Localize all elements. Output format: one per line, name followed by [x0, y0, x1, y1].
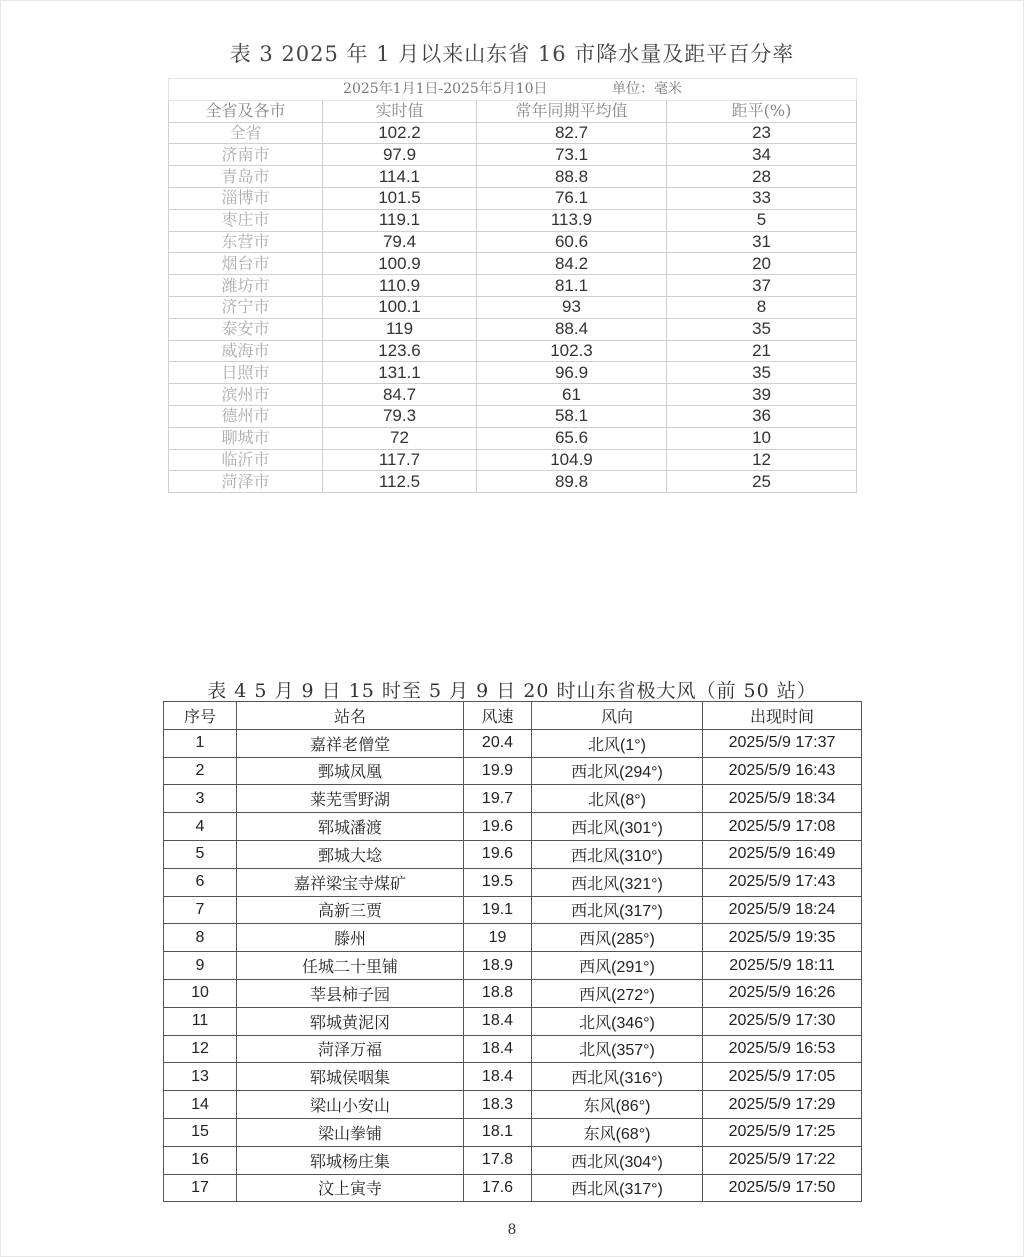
- station-cell: 郓城黄泥冈: [237, 1007, 464, 1035]
- time-cell: 2025/5/9 19:35: [703, 924, 862, 952]
- value-cell: 39: [667, 384, 857, 406]
- rank-cell: 3: [164, 785, 237, 813]
- direction-cell: 北风(346°): [532, 1007, 703, 1035]
- value-cell: 36: [667, 405, 857, 427]
- value-cell: 119.1: [323, 209, 477, 231]
- region-name-cell: 威海市: [169, 340, 323, 362]
- direction-cell: 西北风(301°): [532, 813, 703, 841]
- table-row: [169, 122, 857, 144]
- time-cell: 2025/5/9 18:24: [703, 896, 862, 924]
- station-cell: 莱芜雪野湖: [237, 785, 464, 813]
- direction-cell: 北风(8°): [532, 785, 703, 813]
- value-cell: 123.6: [323, 340, 477, 362]
- time-cell: 2025/5/9 17:43: [703, 868, 862, 896]
- station-cell: 菏泽万福: [237, 1035, 464, 1063]
- speed-cell: 19: [464, 924, 532, 952]
- time-cell: 2025/5/9 17:22: [703, 1146, 862, 1174]
- direction-cell: 北风(1°): [532, 729, 703, 757]
- value-cell: 117.7: [323, 449, 477, 471]
- rank-cell: 1: [164, 729, 237, 757]
- direction-cell: 西北风(316°): [532, 1063, 703, 1091]
- rank-cell: 14: [164, 1091, 237, 1119]
- speed-cell: 18.8: [464, 979, 532, 1007]
- value-cell: 112.5: [323, 471, 477, 493]
- direction-cell: 西风(285°): [532, 924, 703, 952]
- speed-cell: 17.6: [464, 1174, 532, 1202]
- table-row: [169, 144, 857, 166]
- value-cell: 101.5: [323, 187, 477, 209]
- table-row: [169, 275, 857, 297]
- value-cell: 84.2: [477, 253, 667, 275]
- table-row: [169, 362, 857, 384]
- speed-cell: 18.9: [464, 952, 532, 980]
- direction-cell: 西北风(321°): [532, 868, 703, 896]
- rank-cell: 12: [164, 1035, 237, 1063]
- table-row: [164, 1174, 862, 1202]
- speed-cell: 18.1: [464, 1118, 532, 1146]
- direction-cell: 西北风(317°): [532, 896, 703, 924]
- station-cell: 莘县柿子园: [237, 979, 464, 1007]
- station-cell: 嘉祥老僧堂: [237, 729, 464, 757]
- value-cell: 76.1: [477, 187, 667, 209]
- table-row: [164, 979, 862, 1007]
- value-cell: 102.3: [477, 340, 667, 362]
- speed-cell: 18.3: [464, 1091, 532, 1119]
- time-cell: 2025/5/9 16:49: [703, 840, 862, 868]
- station-cell: 滕州: [237, 924, 464, 952]
- value-cell: 31: [667, 231, 857, 253]
- rank-cell: 8: [164, 924, 237, 952]
- value-cell: 113.9: [477, 209, 667, 231]
- value-cell: 81.1: [477, 275, 667, 297]
- time-cell: 2025/5/9 17:08: [703, 813, 862, 841]
- value-cell: 114.1: [323, 166, 477, 188]
- station-cell: 郓城侯咽集: [237, 1063, 464, 1091]
- table-row: [164, 896, 862, 924]
- speed-cell: 19.6: [464, 813, 532, 841]
- direction-cell: 西风(272°): [532, 979, 703, 1007]
- value-cell: 97.9: [323, 144, 477, 166]
- value-cell: 10: [667, 427, 857, 449]
- direction-cell: 西北风(294°): [532, 757, 703, 785]
- value-cell: 65.6: [477, 427, 667, 449]
- value-cell: 100.9: [323, 253, 477, 275]
- table3-header-cell: 常年同期平均值: [477, 100, 667, 122]
- table-row: [164, 813, 862, 841]
- value-cell: 84.7: [323, 384, 477, 406]
- region-name-cell: 济南市: [169, 144, 323, 166]
- speed-cell: 18.4: [464, 1007, 532, 1035]
- value-cell: 58.1: [477, 405, 667, 427]
- time-cell: 2025/5/9 17:29: [703, 1091, 862, 1119]
- region-name-cell: 聊城市: [169, 427, 323, 449]
- rank-cell: 13: [164, 1063, 237, 1091]
- table-row: [169, 253, 857, 275]
- direction-cell: 西北风(317°): [532, 1174, 703, 1202]
- page-number: 8: [507, 1222, 517, 1238]
- table-row: [169, 296, 857, 318]
- region-name-cell: 潍坊市: [169, 275, 323, 297]
- precipitation-table: [168, 78, 857, 493]
- speed-cell: 18.4: [464, 1035, 532, 1063]
- table-row: [164, 840, 862, 868]
- time-cell: 2025/5/9 17:05: [703, 1063, 862, 1091]
- value-cell: 100.1: [323, 296, 477, 318]
- speed-cell: 18.4: [464, 1063, 532, 1091]
- station-cell: 任城二十里铺: [237, 952, 464, 980]
- value-cell: 5: [667, 209, 857, 231]
- value-cell: 61: [477, 384, 667, 406]
- time-cell: 2025/5/9 18:34: [703, 785, 862, 813]
- value-cell: 119: [323, 318, 477, 340]
- direction-cell: 西北风(310°): [532, 840, 703, 868]
- station-cell: 鄄城凤凰: [237, 757, 464, 785]
- table3-header-cell: 全省及各市: [169, 100, 323, 122]
- time-cell: 2025/5/9 16:26: [703, 979, 862, 1007]
- rank-cell: 6: [164, 868, 237, 896]
- speed-cell: 19.1: [464, 896, 532, 924]
- table-row: [164, 1007, 862, 1035]
- table-row: [169, 384, 857, 406]
- direction-cell: 西风(291°): [532, 952, 703, 980]
- table-row: [164, 952, 862, 980]
- value-cell: 34: [667, 144, 857, 166]
- rank-cell: 10: [164, 979, 237, 1007]
- time-cell: 2025/5/9 17:50: [703, 1174, 862, 1202]
- value-cell: 21: [667, 340, 857, 362]
- table3-unit: 单位：毫米: [612, 81, 683, 98]
- region-name-cell: 全省: [169, 122, 323, 144]
- table-row: [164, 1063, 862, 1091]
- direction-cell: 东风(68°): [532, 1118, 703, 1146]
- table3-header-row: [169, 100, 857, 122]
- table3-period-cell: [169, 79, 857, 101]
- table-row: [169, 318, 857, 340]
- table-row: [169, 187, 857, 209]
- time-cell: 2025/5/9 17:30: [703, 1007, 862, 1035]
- region-name-cell: 青岛市: [169, 166, 323, 188]
- region-name-cell: 淄博市: [169, 187, 323, 209]
- station-cell: 梁山拳铺: [237, 1118, 464, 1146]
- value-cell: 102.2: [323, 122, 477, 144]
- table-row: [164, 1091, 862, 1119]
- time-cell: 2025/5/9 17:37: [703, 729, 862, 757]
- wind-table: [163, 701, 862, 1202]
- value-cell: 35: [667, 362, 857, 384]
- station-cell: 郓城杨庄集: [237, 1146, 464, 1174]
- table-row: [169, 449, 857, 471]
- rank-cell: 2: [164, 757, 237, 785]
- value-cell: 73.1: [477, 144, 667, 166]
- rank-cell: 9: [164, 952, 237, 980]
- value-cell: 23: [667, 122, 857, 144]
- table-row: [164, 785, 862, 813]
- value-cell: 79.3: [323, 405, 477, 427]
- table-row: [169, 231, 857, 253]
- table-row: [164, 729, 862, 757]
- value-cell: 96.9: [477, 362, 667, 384]
- precipitation-table-body: [169, 79, 857, 493]
- rank-cell: 16: [164, 1146, 237, 1174]
- region-name-cell: 菏泽市: [169, 471, 323, 493]
- region-name-cell: 枣庄市: [169, 209, 323, 231]
- value-cell: 28: [667, 166, 857, 188]
- value-cell: 104.9: [477, 449, 667, 471]
- station-cell: 嘉祥梁宝寺煤矿: [237, 868, 464, 896]
- station-cell: 汶上寅寺: [237, 1174, 464, 1202]
- rank-cell: 15: [164, 1118, 237, 1146]
- value-cell: 8: [667, 296, 857, 318]
- direction-cell: 东风(86°): [532, 1091, 703, 1119]
- speed-cell: 19.5: [464, 868, 532, 896]
- region-name-cell: 济宁市: [169, 296, 323, 318]
- time-cell: 2025/5/9 16:43: [703, 757, 862, 785]
- time-cell: 2025/5/9 17:25: [703, 1118, 862, 1146]
- table-row: [169, 405, 857, 427]
- value-cell: 33: [667, 187, 857, 209]
- table-row: [164, 924, 862, 952]
- station-cell: 梁山小安山: [237, 1091, 464, 1119]
- station-cell: 高新三贾: [237, 896, 464, 924]
- region-name-cell: 滨州市: [169, 384, 323, 406]
- value-cell: 93: [477, 296, 667, 318]
- table-row: [169, 340, 857, 362]
- region-name-cell: 烟台市: [169, 253, 323, 275]
- table4-header-cell: 站名: [237, 702, 464, 730]
- value-cell: 37: [667, 275, 857, 297]
- value-cell: 110.9: [323, 275, 477, 297]
- speed-cell: 19.6: [464, 840, 532, 868]
- table3-header-cell: 距平(%): [667, 100, 857, 122]
- rank-cell: 7: [164, 896, 237, 924]
- table-row: [169, 471, 857, 493]
- value-cell: 20: [667, 253, 857, 275]
- table-row: [164, 1146, 862, 1174]
- time-cell: 2025/5/9 18:11: [703, 952, 862, 980]
- value-cell: 79.4: [323, 231, 477, 253]
- table-row: [164, 868, 862, 896]
- direction-cell: 西北风(304°): [532, 1146, 703, 1174]
- value-cell: 89.8: [477, 471, 667, 493]
- speed-cell: 17.8: [464, 1146, 532, 1174]
- table4-header-cell: 出现时间: [703, 702, 862, 730]
- table4-header-row: [164, 702, 862, 730]
- table4-title: 表 4 5 月 9 日 15 时至 5 月 9 日 20 时山东省极大风（前 50 站）: [207, 680, 817, 702]
- value-cell: 25: [667, 471, 857, 493]
- value-cell: 88.8: [477, 166, 667, 188]
- region-name-cell: 东营市: [169, 231, 323, 253]
- time-cell: 2025/5/9 16:53: [703, 1035, 862, 1063]
- table-row: [164, 757, 862, 785]
- table3-header-cell: 实时值: [323, 100, 477, 122]
- speed-cell: 19.7: [464, 785, 532, 813]
- table4-header-cell: 风速: [464, 702, 532, 730]
- value-cell: 82.7: [477, 122, 667, 144]
- table-row: [164, 1035, 862, 1063]
- table3-period: 2025年1月1日-2025年5月10日: [343, 81, 548, 98]
- table4-header-cell: 风向: [532, 702, 703, 730]
- rank-cell: 5: [164, 840, 237, 868]
- value-cell: 72: [323, 427, 477, 449]
- table-row: [169, 166, 857, 188]
- station-cell: 鄄城大埝: [237, 840, 464, 868]
- table3-title: 表 3 2025 年 1 月以来山东省 16 市降水量及距平百分率: [229, 42, 795, 66]
- wind-table-body: [164, 702, 862, 1202]
- value-cell: 60.6: [477, 231, 667, 253]
- direction-cell: 北风(357°): [532, 1035, 703, 1063]
- region-name-cell: 临沂市: [169, 449, 323, 471]
- speed-cell: 19.9: [464, 757, 532, 785]
- table-row: [169, 209, 857, 231]
- value-cell: 35: [667, 318, 857, 340]
- rank-cell: 4: [164, 813, 237, 841]
- table4-header-cell: 序号: [164, 702, 237, 730]
- speed-cell: 20.4: [464, 729, 532, 757]
- value-cell: 12: [667, 449, 857, 471]
- table-row: [164, 1118, 862, 1146]
- station-cell: 郓城潘渡: [237, 813, 464, 841]
- rank-cell: 17: [164, 1174, 237, 1202]
- value-cell: 88.4: [477, 318, 667, 340]
- rank-cell: 11: [164, 1007, 237, 1035]
- table-row: [169, 427, 857, 449]
- table3-period-row: [169, 79, 857, 101]
- value-cell: 131.1: [323, 362, 477, 384]
- region-name-cell: 日照市: [169, 362, 323, 384]
- region-name-cell: 泰安市: [169, 318, 323, 340]
- region-name-cell: 德州市: [169, 405, 323, 427]
